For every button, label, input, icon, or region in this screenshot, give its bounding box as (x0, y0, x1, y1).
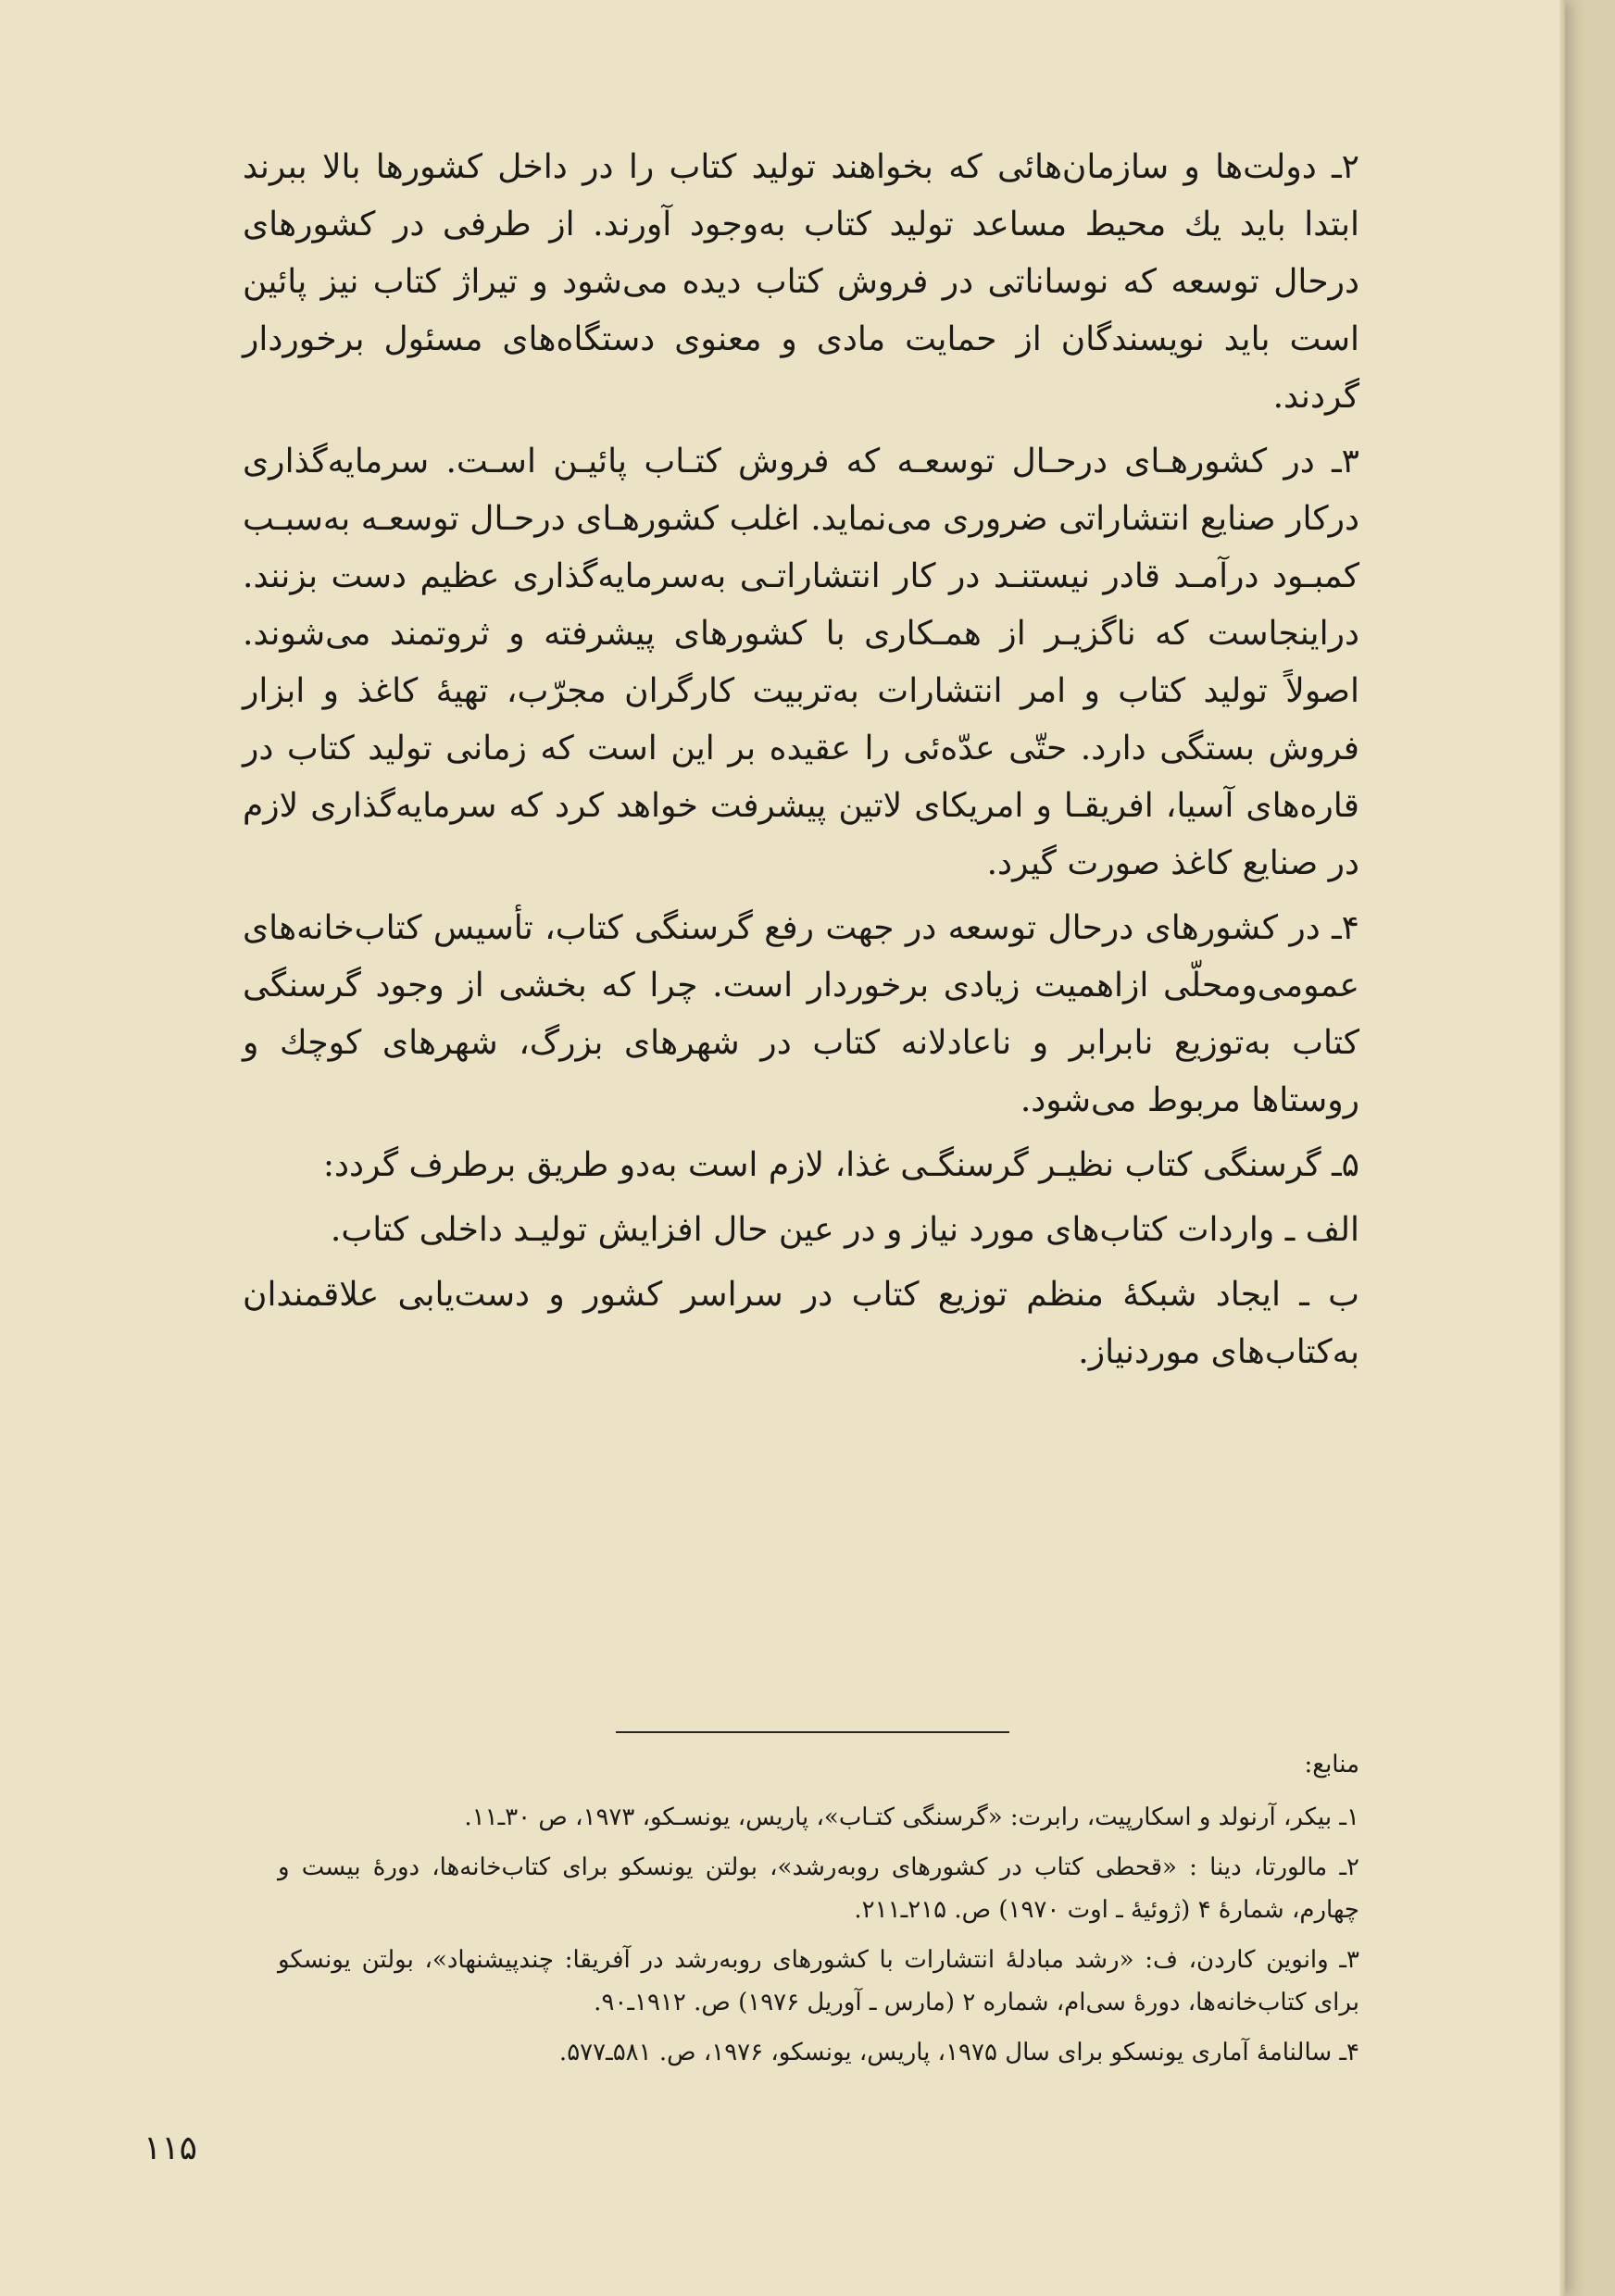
item-alef: الف ـ واردات کتاب‌های مورد نیاز و در عین حال افزایش تولیـد داخلی کتاب. (330, 1211, 1359, 1249)
reference-item: ۳ـ وانوین کاردن، ف: «رشد مبادلهٔ انتشارات با کشورهای روبه‌رشد در آفریقا: چندپیشنهاد»، بولتن یونسکو برای کتاب‌خانه‌ها، دورهٔ سی‌ام، شماره ۲ (مارس ـ آوریل ۱۹۷۶) ص. ۱۹۱۲ـ۹۰. (278, 1946, 1359, 2016)
footnote-divider (616, 1731, 1009, 1733)
body-text (243, 139, 1359, 1389)
paragraph-2: ۲ـ دولت‌ها و سازمان‌هائی که بخواهند تولید کتاب را در داخل کشورها بالا ببرند ابتدا باید یك محیط مساعد تولید کتاب به‌وجود آورند. از طرفی در کشورهای درحال توسعه که نوساناتی در فروش کتاب دیده می‌شود و تیراژ کتاب نیز پائین است باید نویسندگان از حمایت مادی و معنوی دستگاه‌های مسئول برخوردار گردند. (243, 148, 1359, 416)
references-section (278, 1741, 1359, 2081)
paragraph-3: ۳ـ در کشورهـای درحـال توسعـه که فروش کتـاب پائیـن اسـت. سرمایه‌گذاری درکار صنایع انتشاراتی ضروری می‌نماید. اغلب کشورهـای درحـال توسعـه به‌سبـب کمبـود درآمـد قادر نیستنـد در کار انتشاراتـی به‌سرمایه‌گذاری عظیم دست بزنند. دراینجاست که ناگزیـر از همـکاری با کشورهای پیشرفته و ثروتمند می‌شوند. اصولاً تولید کتاب و امر انتشارات به‌تربیت کارگران مجرّب، تهیهٔ کاغذ و ابزار فروش بستگی دارد. حتّی عدّه‌ئی را عقیده بر این است که زمانی تولید کتاب در قاره‌های آسیا، افریقـا و امریکای لاتین پیشرفت خواهد کرد که سرمایه‌گذاری لازم در صنایع کاغذ صورت گیرد. (243, 443, 1359, 882)
reference-item: ۱ـ بیکر، آرنولد و اسکارپیت، رابرت: «گرسنگی کتـاب»، پاریس، یونسـکو، ۱۹۷۳، ص ۳۰ـ۱۱. (464, 1803, 1359, 1831)
reference-item: ۲ـ مالورتا، دینا : «قحطی کتاب در کشورهای روبه‌رشد»، بولتن یونسکو برای کتاب‌خانه‌ها، دورهٔ بیست و چهارم، شمارهٔ ۴ (ژوئیهٔ ـ اوت ۱۹۷۰) ص. ۲۱۵ـ۲۱۱. (278, 1853, 1359, 1924)
item-be: ب ـ ایجاد شبکهٔ منظم توزیع کتاب در سراسر کشور و دست‌یابی علاقمندان به‌کتاب‌های موردنیاز. (243, 1276, 1359, 1371)
references-title: منابع: (1304, 1751, 1359, 1778)
page-number: ۱۱۵ (144, 2129, 198, 2167)
reference-item: ۴ـ سالنامهٔ آماری یونسکو برای سال ۱۹۷۵، پاریس، یونسکو، ۱۹۷۶، ص. ۵۸۱ـ۵۷۷. (558, 2039, 1359, 2066)
paragraph-4: ۴ـ در کشورهای درحال توسعه در جهت رفع گرسنگی کتاب، تأسیس کتاب‌خانه‌های عمومی‌ومحلّی ازاهمیت زیادی برخوردار است. چرا که بخشی از وجود گرسنگی کتاب به‌توزیع نابرابر و ناعادلانه کتاب در شهرهای بزرگ، شهرهای کوچك و روستاها مربوط می‌شود. (243, 909, 1359, 1119)
paragraph-5: ۵ـ گرسنگی کتاب نظیـر گرسنگـی غذا، لازم است به‌دو طریق برطرف گردد: (322, 1146, 1359, 1184)
